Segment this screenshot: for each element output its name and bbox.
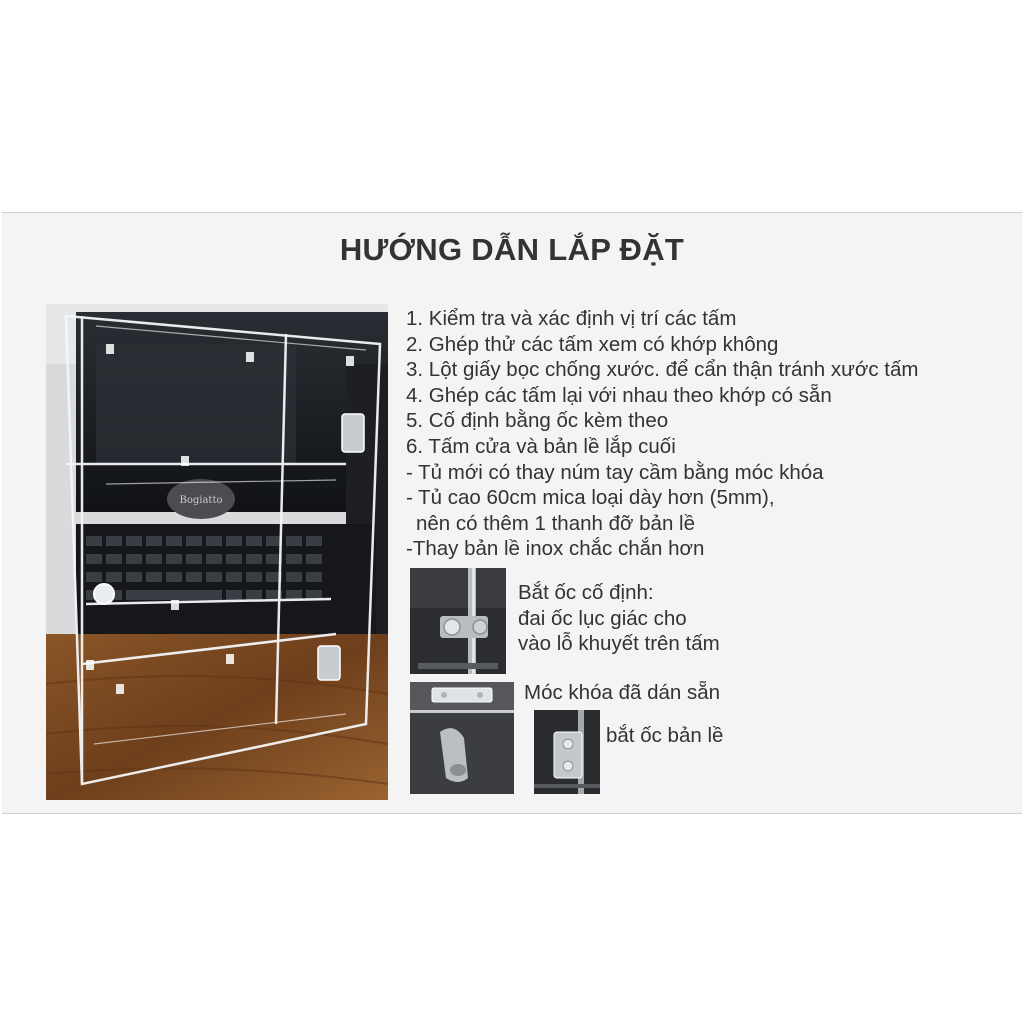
note-item: - Tủ cao 60cm mica loại dày hơn (5mm), — [406, 486, 775, 510]
note-item: -Thay bản lề inox chắc chắn hơn — [406, 537, 705, 561]
latch-photo — [410, 682, 514, 794]
mug-brand: Bogiatto — [179, 495, 223, 506]
step-item: 1. Kiểm tra và xác định vị trí các tấm — [406, 307, 737, 330]
step-item: 2. Ghép thử các tấm xem có khớp không — [406, 332, 779, 356]
note-item: nên có thêm 1 thanh đỡ bản lề — [416, 511, 696, 535]
hinge-caption: bắt ốc bản lề — [606, 724, 724, 747]
latch-caption: Móc khóa đã dán sẵn — [524, 681, 721, 704]
step-item: 4. Ghép các tấm lại với nhau theo khớp có sẵn — [406, 383, 832, 407]
page-title: HƯỚNG DẪN LẮP ĐẶT — [339, 232, 685, 267]
instruction-list — [406, 306, 1006, 562]
screw-nut-photo — [410, 568, 506, 674]
cabinet-photo — [46, 304, 388, 800]
step-item: 3. Lột giấy bọc chống xước. để cẩn thận tránh xước tấm — [406, 358, 919, 382]
note-item: - Tủ mới có thay núm tay cầm bằng móc khóa — [406, 460, 824, 484]
step-item: 6. Tấm cửa và bản lề lắp cuối — [406, 434, 676, 458]
screw-caption: Bắt ốc cố định: đai ốc lục giác cho vào lỗ khuyết trên tấm — [518, 581, 720, 655]
hinge-photo — [534, 710, 600, 794]
step-item: 5. Cố định bằng ốc kèm theo — [406, 409, 669, 433]
